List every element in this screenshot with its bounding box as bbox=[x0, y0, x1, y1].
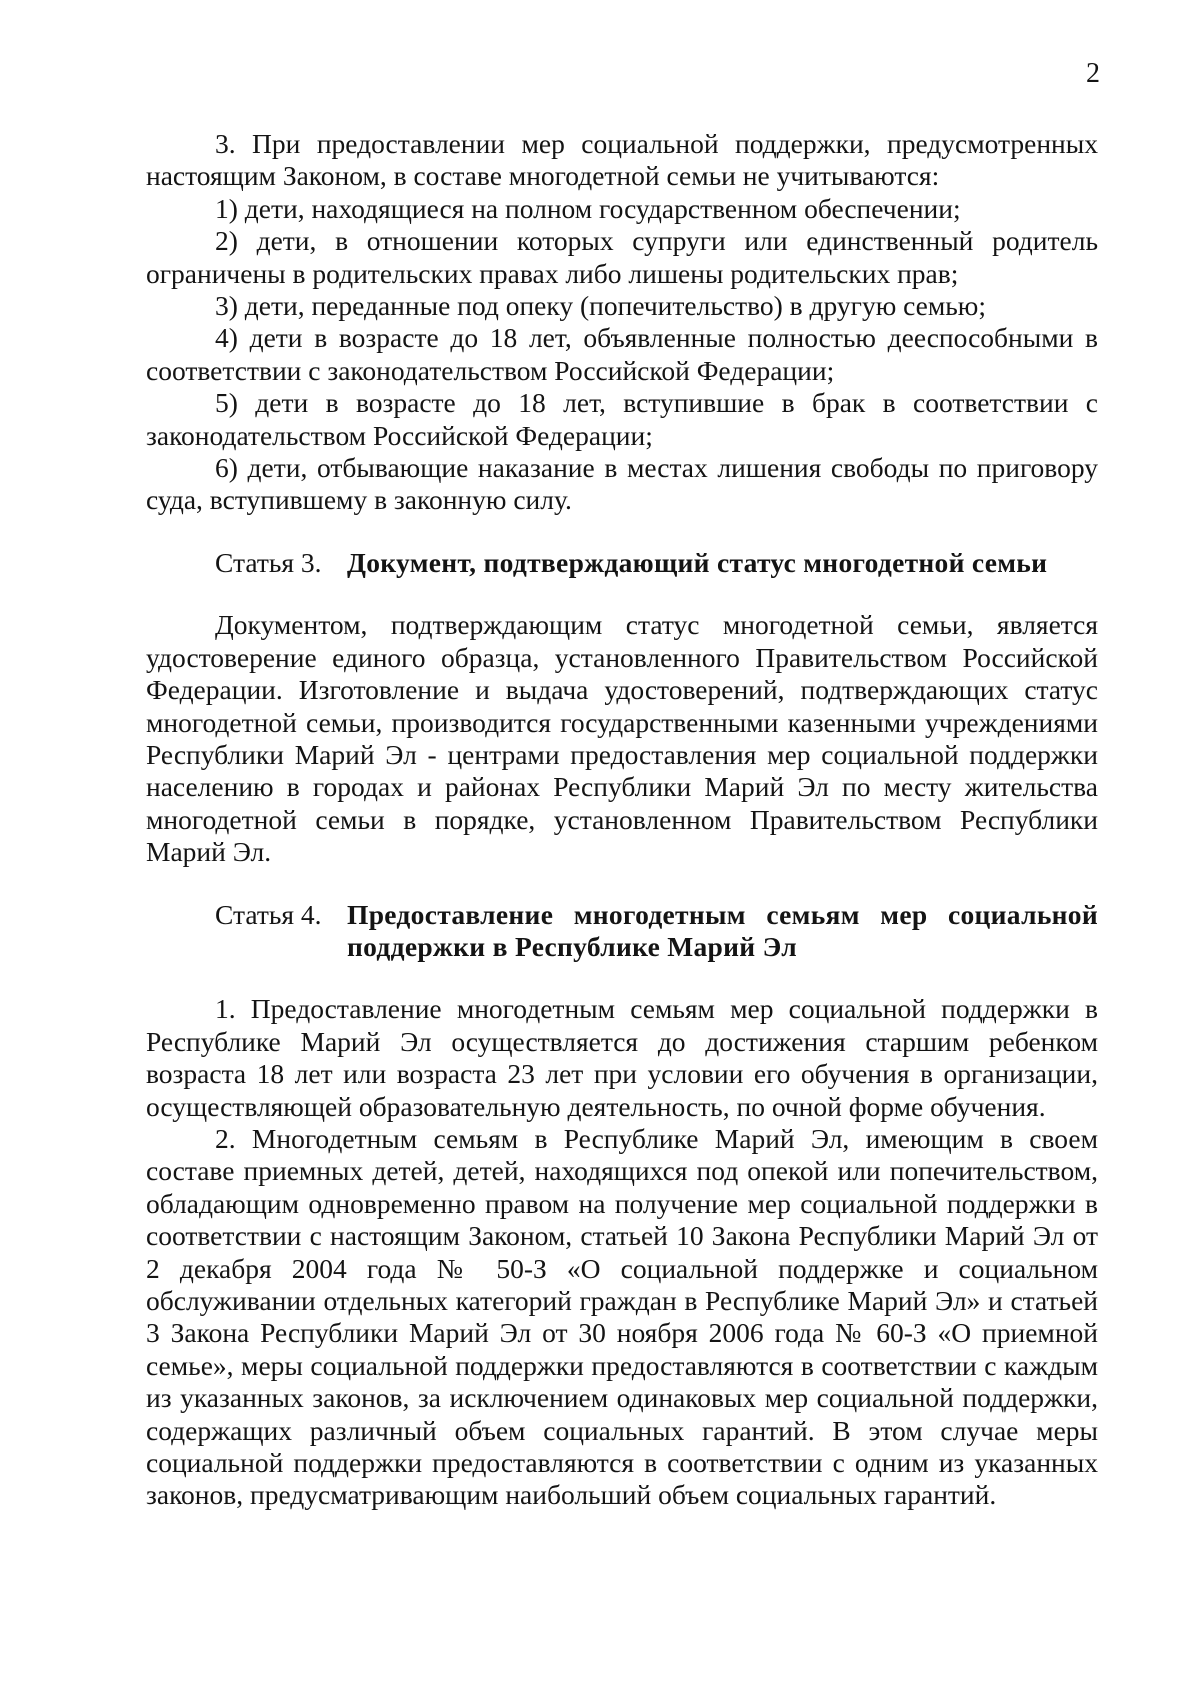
article3-title: Документ, подтверждающий статус многодетной семьи bbox=[347, 546, 1048, 578]
part3-item-6: 6) дети, отбывающие наказание в местах лишения свободы по приговору суда, вступившему в законную силу. bbox=[146, 452, 1098, 516]
part3-item-5: 5) дети в возрасте до 18 лет, вступившие в брак в соответствии с законодательством Российской Федерации; bbox=[146, 387, 1098, 451]
part3-item-1: 1) дети, находящиеся на полном государственном обеспечении; bbox=[215, 192, 961, 224]
part3-intro: 3. При предоставлении мер социальной поддержки, предусмотренных настоящим Законом, в составе многодетной семьи не учитываются: bbox=[146, 128, 1098, 192]
article4-paragraph-1: 1. Предоставление многодетным семьям мер социальной поддержки в Республике Марий Эл осуществляется до достижения старшим ребенком возраста 18 лет или возраста 23 лет при условии его обучения в организации, осуществляющей образовательную деятельность, по очной форме обучения. bbox=[146, 993, 1098, 1122]
document-body bbox=[146, 128, 1098, 1512]
article4-heading bbox=[215, 899, 1098, 964]
article4-paragraph-2: 2. Многодетным семьям в Республике Марий Эл, имеющим в своем составе приемных детей, детей, находящихся под опекой или попечительством, обладающим одновременно правом на получение мер социальной поддержки в соответствии с настоящим Законом, статьей 10 Закона Республики Марий Эл от 2 декабря 2004 года № 50-З «О социальной поддержке и социальном обслуживании отдельных категорий граждан в Республике Марий Эл» и статьей 3 Закона Республики Марий Эл от 30 ноября 2006 года № 60-З «О приемной семье», меры социальной поддержки предоставляются в соответствии с каждым из указанных законов, за исключением одинаковых мер социальной поддержки, содержащих различный объем социальных гарантий. В этом случае меры социальной поддержки предоставляются в соответствии с одним из указанных законов, предусматривающим наибольший объем социальных гарантий. bbox=[146, 1122, 1098, 1511]
article4-label: Статья 4. bbox=[215, 898, 322, 930]
part3-item-3: 3) дети, переданные под опеку (попечительство) в другую семью; bbox=[215, 290, 986, 322]
article3-label: Статья 3. bbox=[215, 546, 322, 578]
article3-text: Документом, подтверждающим статус многодетной семьи, является удостоверение единого образца, установленного Правительством Российской Федерации. Изготовление и выдача удостоверений, подтверждающих статус многодетной семьи, производится государственными казенными учреждениями Республики Марий Эл - центрами предоставления мер социальной поддержки населению в городах и районах Республики Марий Эл по месту жительства многодетной семьи в порядке, установленном Правительством Республики Марий Эл. bbox=[146, 609, 1098, 868]
page-number: 2 bbox=[1086, 58, 1100, 89]
article4-title: Предоставление многодетным семьям мер социальной поддержки в Республике Марий Эл bbox=[347, 898, 1098, 962]
part3-item-4: 4) дети в возрасте до 18 лет, объявленные полностью дееспособными в соответствии с законодательством Российской Федерации; bbox=[146, 322, 1098, 386]
part3-item-2: 2) дети, в отношении которых супруги или единственный родитель ограничены в родительских правах либо лишены родительских прав; bbox=[146, 225, 1098, 289]
article3-heading bbox=[215, 547, 1098, 579]
